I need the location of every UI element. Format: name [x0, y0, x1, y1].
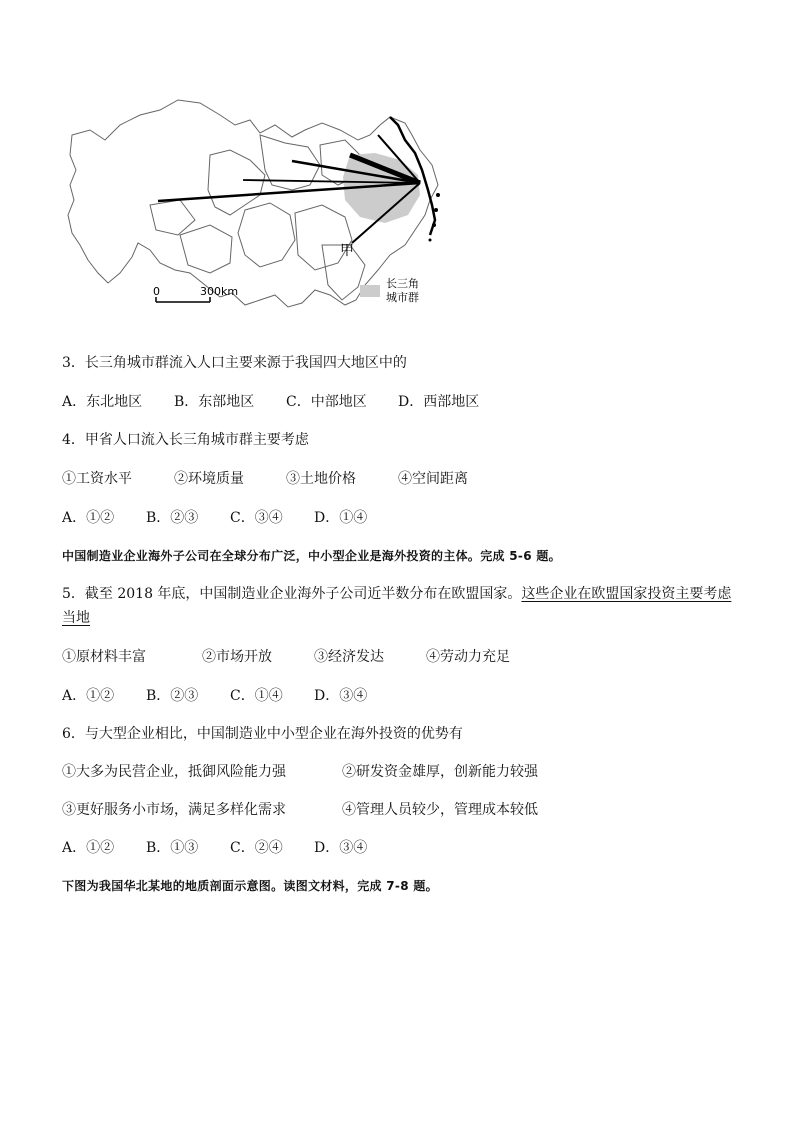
q5-option-a[interactable]: A．①②	[62, 688, 115, 704]
intro-q5-6: 中国制造业企业海外子公司在全球分布广泛，中小型企业是海外投资的主体。完成 5-6 题。	[62, 549, 561, 563]
q6-option-a[interactable]: A．①②	[62, 840, 115, 856]
q4-item-2: ②环境质量	[174, 471, 244, 487]
china-population-flow-map	[60, 95, 460, 315]
q3-stem: 3．长三角城市群流入人口主要来源于我国四大地区中的	[62, 355, 407, 371]
legend-swatch	[360, 285, 380, 297]
q5-item-2: ②市场开放	[202, 649, 272, 665]
island	[432, 223, 436, 227]
q4-item-4: ④空间距离	[398, 471, 468, 487]
q5-option-b[interactable]: B．②③	[146, 688, 199, 704]
q6-options	[62, 839, 367, 857]
q6-items-row2	[62, 801, 538, 819]
q6-item-4: ④管理人员较少，管理成本较低	[342, 802, 538, 818]
province-jia-label: 甲	[340, 243, 354, 259]
inner-boundary-6	[180, 225, 232, 273]
intro-q7-8: 下图为我国华北某地的地质剖面示意图。读图文材料，完成 7-8 题。	[62, 879, 438, 893]
q6-option-c[interactable]: C．②④	[230, 840, 283, 856]
q6-items-row1	[62, 763, 538, 781]
q5-items	[62, 648, 510, 666]
scale-distance-label: 300km	[200, 285, 239, 298]
inner-boundary-5	[295, 205, 352, 270]
q5-stem-part2: 这些企业在欧盟国家投资主要考虑当地	[62, 586, 732, 626]
q5-option-d[interactable]: D．③④	[314, 688, 368, 704]
island	[434, 208, 438, 212]
q4-option-c[interactable]: C．③④	[230, 510, 283, 526]
inner-boundary-4	[238, 203, 295, 267]
q5-item-3: ③经济发达	[314, 649, 384, 665]
q6-option-b[interactable]: B．①③	[146, 840, 199, 856]
scale-zero-label: 0	[153, 285, 160, 298]
q4-option-a[interactable]: A．①②	[62, 510, 115, 526]
inner-boundary-1	[208, 150, 265, 215]
q4-option-b[interactable]: B．②③	[146, 510, 199, 526]
q4-option-d[interactable]: D．①④	[314, 510, 368, 526]
q4-items	[62, 470, 468, 488]
legend-line2: 城市群	[386, 291, 419, 304]
q4-item-1: ①工资水平	[62, 471, 132, 487]
q3-option-b[interactable]: B．东部地区	[174, 394, 255, 410]
q5-stem	[62, 582, 734, 630]
q3-option-d[interactable]: D．西部地区	[398, 394, 480, 410]
inner-boundary-7	[150, 200, 195, 235]
q5-stem-part1: 5．截至 2018 年底，中国制造业企业海外子公司近半数分布在欧盟国家。	[62, 586, 522, 602]
legend-line1: 长三角	[386, 277, 419, 290]
q5-item-1: ①原材料丰富	[62, 649, 146, 665]
q5-item-4: ④劳动力充足	[426, 649, 510, 665]
q6-item-1: ①大多为民营企业，抵御风险能力强	[62, 764, 286, 780]
q4-stem: 4．甲省人口流入长三角城市群主要考虑	[62, 432, 309, 448]
island	[436, 193, 440, 197]
q5-option-c[interactable]: C．①④	[230, 688, 283, 704]
q3-option-c[interactable]: C．中部地区	[286, 394, 367, 410]
q6-item-2: ②研发资金雄厚，创新能力较强	[342, 764, 538, 780]
q3-options	[62, 393, 479, 411]
island	[429, 239, 432, 242]
q6-item-3: ③更好服务小市场，满足多样化需求	[62, 802, 286, 818]
q4-options	[62, 509, 367, 527]
q5-options	[62, 687, 367, 705]
scale-bar	[153, 285, 238, 302]
q6-option-d[interactable]: D．③④	[314, 840, 368, 856]
q6-stem: 6．与大型企业相比，中国制造业中小型企业在海外投资的优势有	[62, 726, 463, 742]
q4-item-3: ③土地价格	[286, 471, 356, 487]
q3-option-a[interactable]: A．东北地区	[62, 394, 143, 410]
